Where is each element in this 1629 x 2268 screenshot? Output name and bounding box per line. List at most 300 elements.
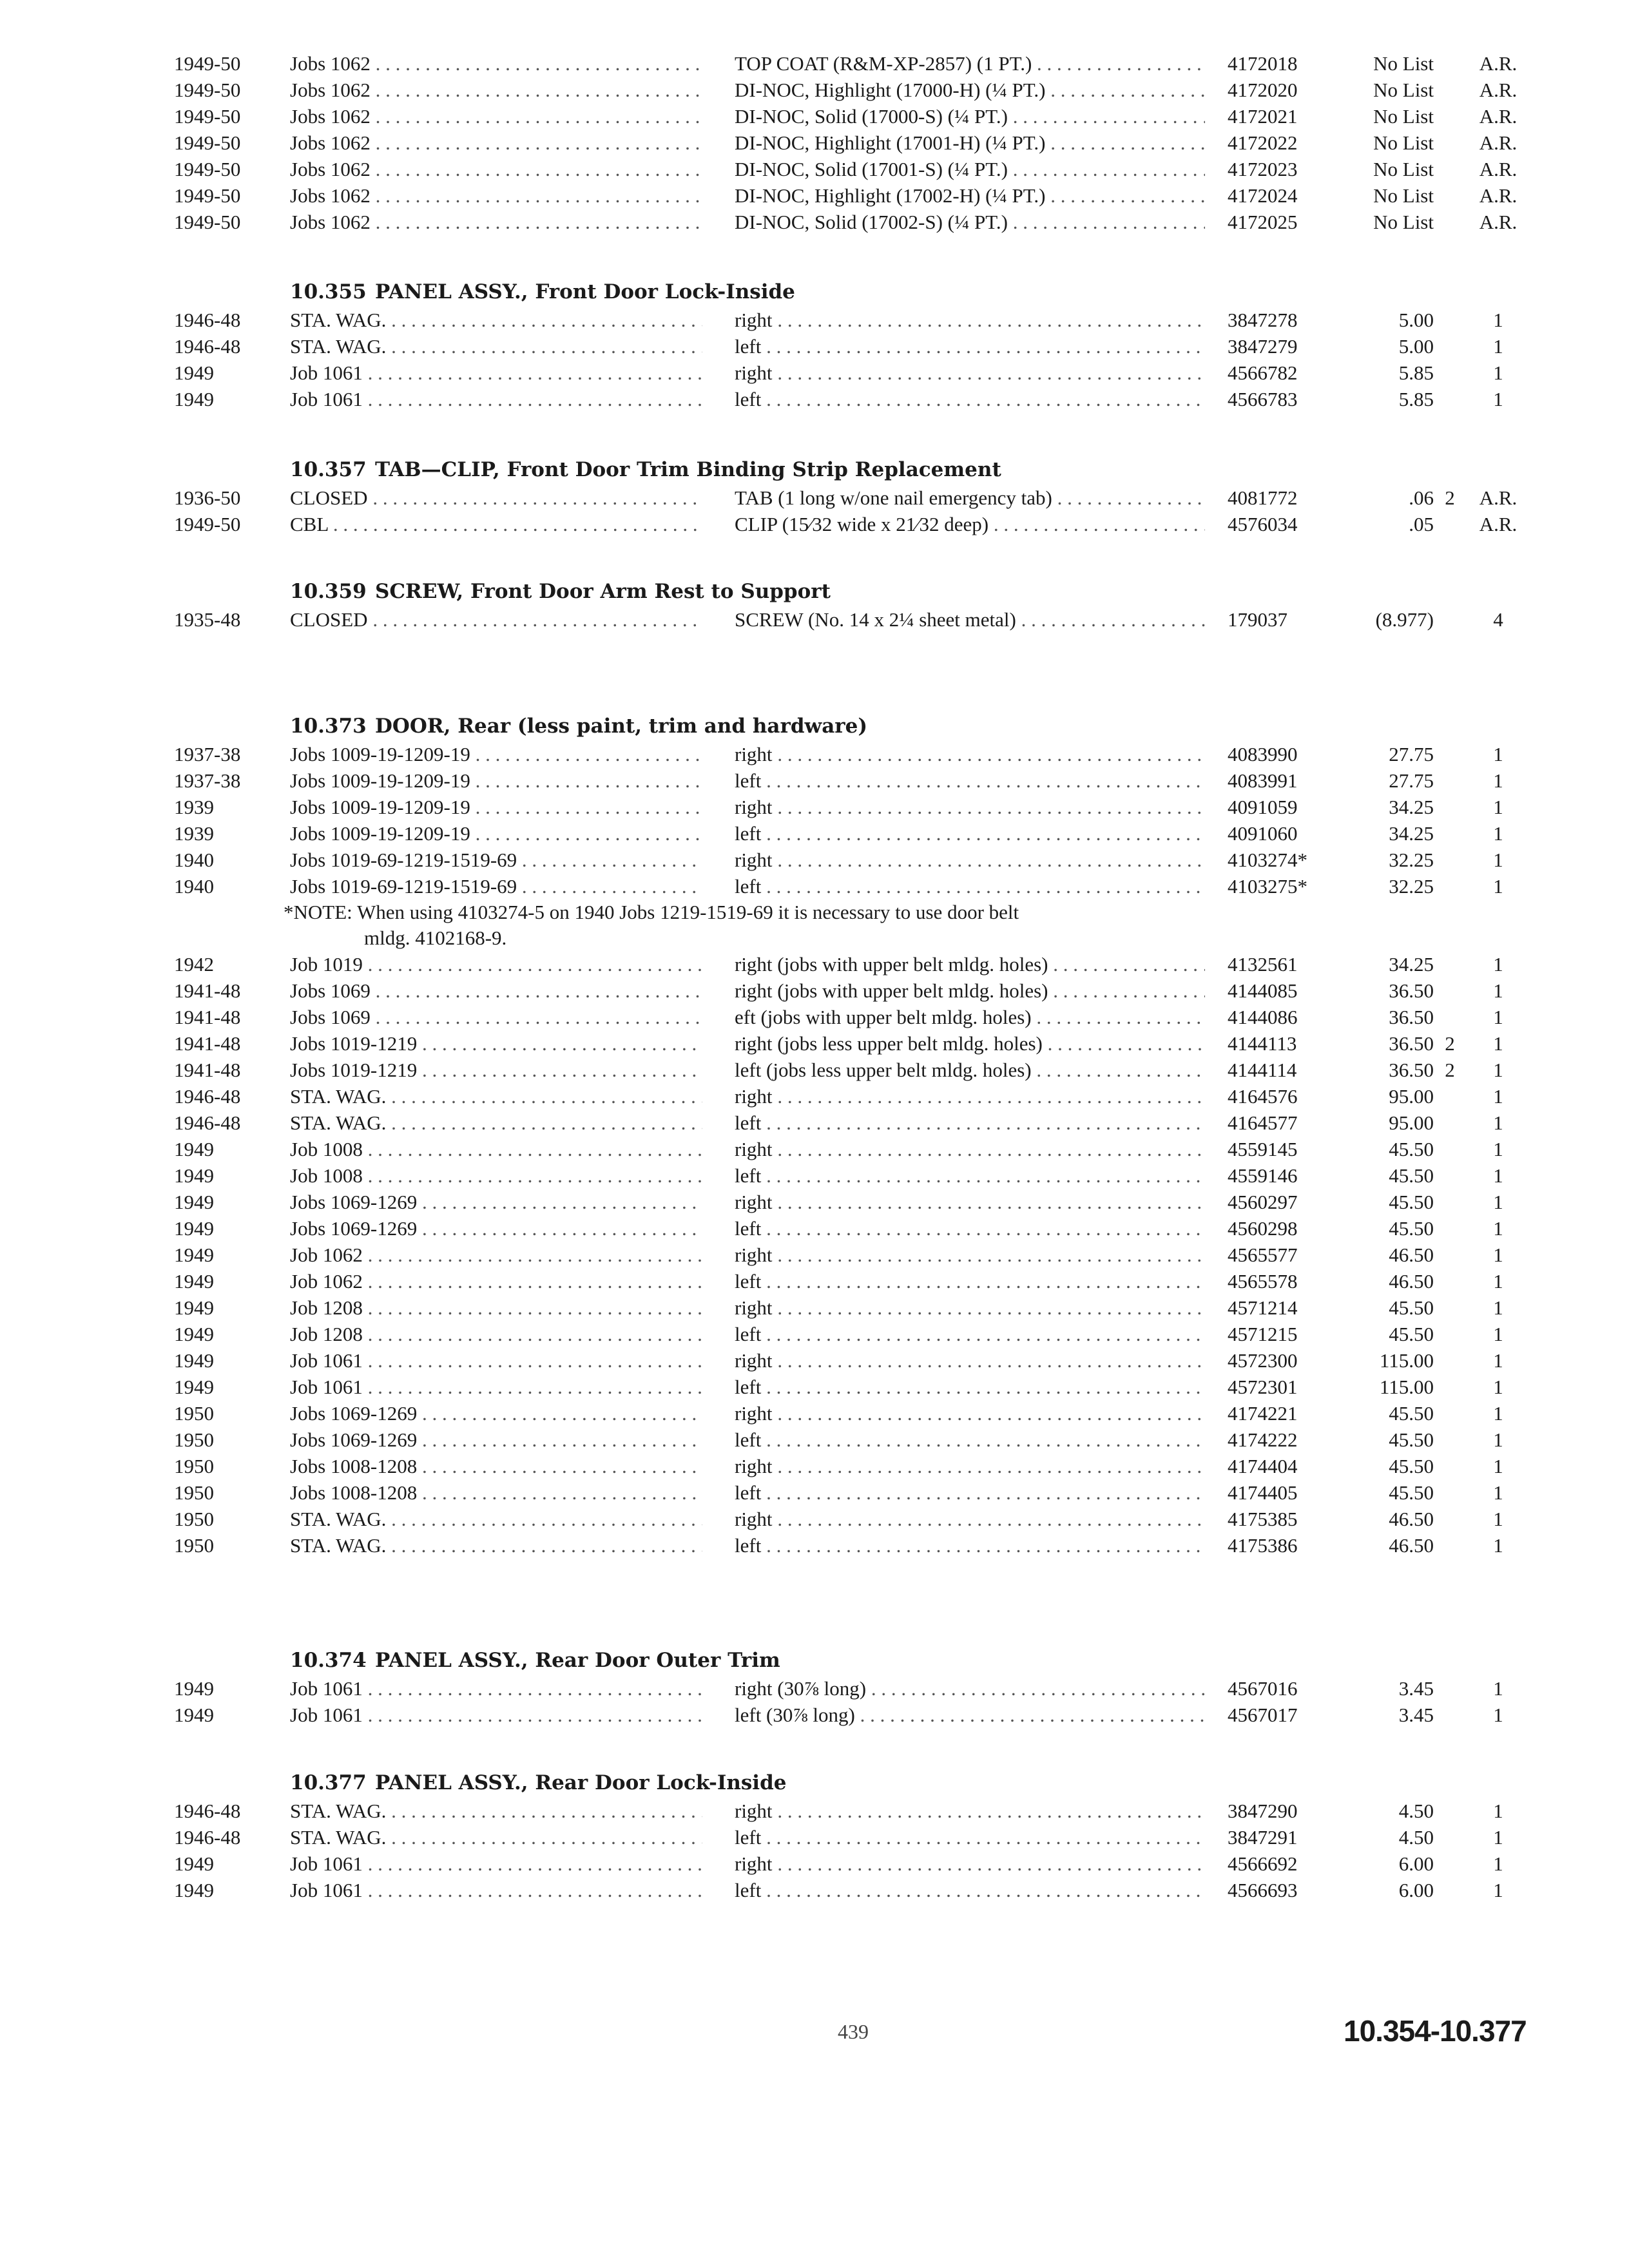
section-heading [0,455,1629,485]
price-cell: 95.00 [1389,1085,1434,1108]
parts-row [0,1400,1629,1427]
model-cell: Job 1062 . . . [290,1242,702,1268]
price-cell: 32.25 [1389,875,1434,898]
parts-row [0,1798,1629,1824]
description-cell: eft (jobs with upper belt mldg. holes) . . . [735,1004,1205,1030]
parts-row [0,77,1629,103]
model-cell: Job 1061 . . . [290,1675,702,1702]
year-cell: 1949 [174,1879,214,1901]
parts-row [0,1347,1629,1374]
description-cell: TAB (1 long w/one nail emergency tab) . . . [735,485,1205,511]
section-10-357 [0,455,1629,537]
description-cell: left . . . [735,1877,1205,1903]
parts-row [0,1083,1629,1110]
price-cell: 34.25 [1389,822,1434,845]
description-cell: left . . . [735,767,1205,794]
parts-row [0,794,1629,820]
parts-row [0,1532,1629,1559]
quantity-cell: A.R. [1479,158,1518,180]
description-cell: DI-NOC, Solid (17002-S) (¼ PT.) . . . [735,209,1205,235]
year-cell: 1942 [174,953,214,975]
year-cell: 1949 [174,1191,214,1213]
description-cell: DI-NOC, Solid (17000-S) (¼ PT.) . . . [735,103,1205,130]
part-number-cell: 4144086 [1228,1006,1298,1028]
description-cell: right (jobs with upper belt mldg. holes) . . . [735,977,1205,1004]
year-cell: 1949 [174,1323,214,1345]
price-cell: No List [1373,79,1434,101]
model-cell: Jobs 1008-1208 . . . [290,1479,702,1506]
quantity-cell: 1 [1493,361,1503,384]
section-title: SCREW, Front Door Arm Rest to Support [375,580,831,603]
quantity-cell: 4 [1493,608,1503,631]
section-10-359 [0,577,1629,633]
price-cell: 45.50 [1389,1138,1434,1160]
year-cell: 1935-48 [174,608,241,631]
section-number: 10.374 [290,1649,367,1672]
quantity-cell: 1 [1493,953,1503,975]
year-cell: 1949 [174,1244,214,1266]
part-number-cell: 4172025 [1228,211,1298,233]
parts-row [0,156,1629,182]
part-number-cell: 4567017 [1228,1704,1298,1726]
parts-row [0,1268,1629,1294]
price-cell: 45.50 [1389,1164,1434,1187]
section-range: 10.354-10.377 [1344,2014,1527,2048]
parts-row [0,1453,1629,1479]
part-number-cell: 4091059 [1228,796,1298,818]
year-cell: 1949-50 [174,105,241,128]
quantity-cell: 1 [1493,1059,1503,1081]
price-cell: 5.00 [1398,309,1434,331]
model-cell: STA. WAG. . . . [290,307,702,333]
model-cell: Jobs 1062 . . . [290,182,702,209]
year-cell: 1946-48 [174,1085,241,1108]
year-cell: 1949 [174,1138,214,1160]
quantity-cell: 1 [1493,822,1503,845]
quantity-cell: 1 [1493,1006,1503,1028]
quantity-cell: 1 [1493,1481,1503,1504]
quantity-cell: 1 [1493,388,1503,410]
description-cell: left . . . [735,1321,1205,1347]
parts-row [0,847,1629,873]
model-cell: Jobs 1019-1219 . . . [290,1030,702,1057]
description-cell: left (jobs less upper belt mldg. holes) . . . [735,1057,1205,1083]
part-number-cell: 4560298 [1228,1217,1298,1240]
model-cell: Job 1008 . . . [290,1136,702,1162]
quantity-cell: 1 [1493,769,1503,792]
year-cell: 1939 [174,822,214,845]
section-heading [0,1768,1629,1798]
section-title: PANEL ASSY., Front Door Lock-Inside [375,280,795,303]
price-cell: No List [1373,52,1434,75]
quantity-cell: A.R. [1479,131,1518,154]
part-number-cell: 4144113 [1228,1032,1297,1055]
year-cell: 1946-48 [174,335,241,358]
parts-row [0,820,1629,847]
parts-row [0,1215,1629,1242]
price-cell: 4.50 [1398,1800,1434,1822]
part-number-cell: 4572300 [1228,1349,1298,1372]
price-cell: 45.50 [1389,1296,1434,1319]
part-number-cell: 4103275* [1228,875,1307,898]
parts-row [0,1850,1629,1877]
price-cell: 46.50 [1389,1534,1434,1557]
quantity-cell: 1 [1493,875,1503,898]
quantity-cell: 1 [1493,335,1503,358]
model-cell: CLOSED . . . [290,606,702,633]
part-number-cell: 4559146 [1228,1164,1298,1187]
price-cell: 45.50 [1389,1402,1434,1425]
section-title: PANEL ASSY., Rear Door Outer Trim [375,1649,780,1672]
quantity-cell: 1 [1493,309,1503,331]
section-rows [0,606,1629,633]
quantity-cell: A.R. [1479,52,1518,75]
section-10-373 [0,711,1629,1559]
parts-row [0,1242,1629,1268]
description-cell: CLIP (15⁄32 wide x 21⁄32 deep) . . . [735,511,1205,537]
quantity-cell: 1 [1493,1032,1503,1055]
parts-row [0,103,1629,130]
description-cell: left . . . [735,1427,1205,1453]
year-cell: 1941-48 [174,979,241,1002]
model-cell: Jobs 1069-1269 . . . [290,1189,702,1215]
price-cell: No List [1373,105,1434,128]
year-cell: 1941-48 [174,1059,241,1081]
model-cell: Job 1061 . . . [290,1347,702,1374]
parts-row [0,50,1629,77]
year-cell: 1946-48 [174,1111,241,1134]
quantity-cell: 1 [1493,1800,1503,1822]
description-cell: right . . . [735,1400,1205,1427]
description-cell: right . . . [735,1136,1205,1162]
year-cell: 1949 [174,1270,214,1293]
part-number-cell: 4175386 [1228,1534,1298,1557]
year-cell: 1949 [174,1349,214,1372]
part-number-cell: 4172022 [1228,131,1298,154]
part-number-cell: 4566782 [1228,361,1298,384]
description-cell: right . . . [735,1453,1205,1479]
section-number: 10.377 [290,1771,367,1794]
description-cell: DI-NOC, Solid (17001-S) (¼ PT.) . . . [735,156,1205,182]
paint-rows [0,50,1629,235]
footnote [0,899,1224,951]
price-cell: 5.00 [1398,335,1434,358]
quantity-cell: 1 [1493,1852,1503,1875]
description-cell: left . . . [735,1268,1205,1294]
model-cell: Jobs 1069 . . . [290,1004,702,1030]
price-cell: No List [1373,184,1434,207]
price-cell: No List [1373,131,1434,154]
description-cell: left . . . [735,1479,1205,1506]
year-cell: 1940 [174,849,214,871]
part-number-cell: 4132561 [1228,953,1298,975]
parts-row [0,1506,1629,1532]
description-cell: right . . . [735,1294,1205,1321]
quantity-cell: 1 [1493,1191,1503,1213]
quantity-cell: 1 [1493,1270,1503,1293]
parts-row [0,606,1629,633]
paint-section [0,50,1629,235]
part-number-cell: 4164576 [1228,1085,1298,1108]
model-cell: CLOSED . . . [290,485,702,511]
section-number: 10.357 [290,458,367,481]
description-cell: TOP COAT (R&M-XP-2857) (1 PT.) . . . [735,50,1205,77]
note-ref-cell: 2 [1445,1032,1455,1055]
part-number-cell: 4566692 [1228,1852,1298,1875]
quantity-cell: 1 [1493,1704,1503,1726]
quantity-cell: A.R. [1479,105,1518,128]
section-10-355 [0,277,1629,412]
model-cell: Job 1208 . . . [290,1321,702,1347]
model-cell: Jobs 1009-19-1209-19 . . . [290,767,702,794]
description-cell: right (jobs less upper belt mldg. holes) . . . [735,1030,1205,1057]
parts-row [0,333,1629,360]
model-cell: Job 1061 . . . [290,1374,702,1400]
price-cell: 34.25 [1389,796,1434,818]
section-rows [0,741,1629,899]
year-cell: 1949 [174,1376,214,1398]
parts-row [0,209,1629,235]
quantity-cell: 1 [1493,1402,1503,1425]
description-cell: left . . . [735,820,1205,847]
model-cell: Jobs 1062 . . . [290,50,702,77]
parts-row [0,182,1629,209]
quantity-cell: 1 [1493,1164,1503,1187]
model-cell: Jobs 1009-19-1209-19 . . . [290,741,702,767]
part-number-cell: 4172024 [1228,184,1298,207]
quantity-cell: 1 [1493,1349,1503,1372]
year-cell: 1946-48 [174,309,241,331]
price-cell: 3.45 [1398,1704,1434,1726]
part-number-cell: 3847291 [1228,1826,1298,1849]
year-cell: 1949-50 [174,131,241,154]
price-cell: 45.50 [1389,1481,1434,1504]
quantity-cell: 1 [1493,1677,1503,1700]
model-cell: Job 1008 . . . [290,1162,702,1189]
part-number-cell: 4091060 [1228,822,1298,845]
part-number-cell: 4559145 [1228,1138,1298,1160]
model-cell: Jobs 1008-1208 . . . [290,1453,702,1479]
description-cell: left . . . [735,1162,1205,1189]
parts-row [0,1136,1629,1162]
quantity-cell: 1 [1493,743,1503,765]
parts-row [0,1030,1629,1057]
quantity-cell: 1 [1493,1879,1503,1901]
quantity-cell: 1 [1493,1508,1503,1530]
quantity-cell: 1 [1493,1217,1503,1240]
year-cell: 1941-48 [174,1006,241,1028]
model-cell: STA. WAG. . . . [290,1798,702,1824]
price-cell: .05 [1409,513,1434,535]
description-cell: right . . . [735,1083,1205,1110]
model-cell: Jobs 1069-1269 . . . [290,1427,702,1453]
page-number: 439 [838,2020,869,2043]
price-cell: 6.00 [1398,1879,1434,1901]
part-number-cell: 4571214 [1228,1296,1298,1319]
model-cell: Jobs 1069 . . . [290,977,702,1004]
parts-row [0,1189,1629,1215]
footnote-line: mldg. 4102168-9. [364,927,507,949]
price-cell: 46.50 [1389,1508,1434,1530]
year-cell: 1949-50 [174,52,241,75]
parts-row [0,873,1629,899]
model-cell: Jobs 1069-1269 . . . [290,1215,702,1242]
description-cell: left . . . [735,1110,1205,1136]
part-number-cell: 4174405 [1228,1481,1298,1504]
part-number-cell: 3847290 [1228,1800,1298,1822]
model-cell: Job 1019 . . . [290,951,702,977]
section-heading [0,277,1629,307]
year-cell: 1950 [174,1534,214,1557]
part-number-cell: 4567016 [1228,1677,1298,1700]
description-cell: right (30⅞ long) . . . [735,1675,1205,1702]
price-cell: 95.00 [1389,1111,1434,1134]
year-cell: 1937-38 [174,743,241,765]
quantity-cell: 1 [1493,1296,1503,1319]
parts-row [0,1479,1629,1506]
quantity-cell: 1 [1493,979,1503,1002]
quantity-cell: 1 [1493,1323,1503,1345]
part-number-cell: 4144114 [1228,1059,1297,1081]
model-cell: Jobs 1009-19-1209-19 . . . [290,820,702,847]
description-cell: right . . . [735,1798,1205,1824]
price-cell: 36.50 [1389,1032,1434,1055]
part-number-cell: 4174221 [1228,1402,1298,1425]
parts-row [0,1877,1629,1903]
model-cell: Jobs 1062 . . . [290,209,702,235]
model-cell: STA. WAG. . . . [290,1532,702,1559]
price-cell: 45.50 [1389,1428,1434,1451]
section-number: 10.355 [290,280,367,303]
part-number-cell: 3847279 [1228,335,1298,358]
parts-row [0,1702,1629,1728]
parts-row [0,1004,1629,1030]
price-cell: 115.00 [1379,1349,1434,1372]
model-cell: Jobs 1069-1269 . . . [290,1400,702,1427]
parts-row [0,1321,1629,1347]
part-number-cell: 4172023 [1228,158,1298,180]
part-number-cell: 4565577 [1228,1244,1298,1266]
model-cell: Job 1208 . . . [290,1294,702,1321]
part-number-cell: 4175385 [1228,1508,1298,1530]
model-cell: Jobs 1009-19-1209-19 . . . [290,794,702,820]
year-cell: 1950 [174,1481,214,1504]
parts-row [0,386,1629,412]
part-number-cell: 4081772 [1228,486,1298,509]
description-cell: left . . . [735,1824,1205,1850]
section-number: 10.373 [290,715,367,738]
price-cell: 45.50 [1389,1323,1434,1345]
price-cell: 45.50 [1389,1217,1434,1240]
part-number-cell: 4083990 [1228,743,1298,765]
quantity-cell: 1 [1493,1138,1503,1160]
model-cell: Jobs 1062 . . . [290,77,702,103]
parts-row [0,1824,1629,1850]
parts-row [0,130,1629,156]
description-cell: left . . . [735,1532,1205,1559]
description-cell: right . . . [735,1347,1205,1374]
model-cell: STA. WAG. . . . [290,1083,702,1110]
year-cell: 1946-48 [174,1800,241,1822]
price-cell: 6.00 [1398,1852,1434,1875]
part-number-cell: 4144085 [1228,979,1298,1002]
year-cell: 1939 [174,796,214,818]
quantity-cell: 1 [1493,1244,1503,1266]
parts-row [0,1057,1629,1083]
section-rows [0,1798,1629,1903]
year-cell: 1950 [174,1508,214,1530]
price-cell: 3.45 [1398,1677,1434,1700]
model-cell: Jobs 1019-1219 . . . [290,1057,702,1083]
parts-row [0,1374,1629,1400]
year-cell: 1949-50 [174,158,241,180]
price-cell: 45.50 [1389,1191,1434,1213]
quantity-cell: 1 [1493,849,1503,871]
note-ref-cell: 2 [1445,486,1455,509]
part-number-cell: 4560297 [1228,1191,1298,1213]
price-cell: 36.50 [1389,1006,1434,1028]
year-cell: 1940 [174,875,214,898]
part-number-cell: 179037 [1228,608,1287,631]
description-cell: right (jobs with upper belt mldg. holes) . . . [735,951,1205,977]
model-cell: Jobs 1019-69-1219-1519-69 . . . [290,847,702,873]
description-cell: right . . . [735,307,1205,333]
part-number-cell: 4566693 [1228,1879,1298,1901]
price-cell: (8.977) [1375,608,1434,631]
description-cell: left . . . [735,1374,1205,1400]
quantity-cell: A.R. [1479,79,1518,101]
description-cell: left . . . [735,333,1205,360]
description-cell: DI-NOC, Highlight (17002-H) (¼ PT.) . . . [735,182,1205,209]
year-cell: 1949-50 [174,79,241,101]
year-cell: 1937-38 [174,769,241,792]
part-number-cell: 4565578 [1228,1270,1298,1293]
year-cell: 1950 [174,1428,214,1451]
quantity-cell: A.R. [1479,486,1518,509]
model-cell: Jobs 1062 . . . [290,130,702,156]
price-cell: 27.75 [1389,769,1434,792]
price-cell: 5.85 [1398,361,1434,384]
parts-row [0,1294,1629,1321]
part-number-cell: 4174222 [1228,1428,1298,1451]
model-cell: CBL . . . [290,511,702,537]
section-title: TAB—CLIP, Front Door Trim Binding Strip Replacement [375,458,1001,481]
parts-row [0,741,1629,767]
section-heading [0,577,1629,606]
description-cell: left . . . [735,386,1205,412]
description-cell: right . . . [735,847,1205,873]
section-title: PANEL ASSY., Rear Door Lock-Inside [375,1771,787,1794]
model-cell: Job 1062 . . . [290,1268,702,1294]
year-cell: 1949-50 [174,184,241,207]
price-cell: 5.85 [1398,388,1434,410]
year-cell: 1949 [174,1852,214,1875]
price-cell: 36.50 [1389,1059,1434,1081]
part-number-cell: 4572301 [1228,1376,1298,1398]
price-cell: 34.25 [1389,953,1434,975]
year-cell: 1949 [174,1164,214,1187]
description-cell: right . . . [735,1189,1205,1215]
parts-row [0,307,1629,333]
quantity-cell: 1 [1493,796,1503,818]
price-cell: 45.50 [1389,1455,1434,1477]
description-cell: right . . . [735,1506,1205,1532]
model-cell: Job 1061 . . . [290,360,702,386]
description-cell: left (30⅞ long) . . . [735,1702,1205,1728]
model-cell: Job 1061 . . . [290,386,702,412]
model-cell: Job 1061 . . . [290,1850,702,1877]
quantity-cell: 1 [1493,1534,1503,1557]
